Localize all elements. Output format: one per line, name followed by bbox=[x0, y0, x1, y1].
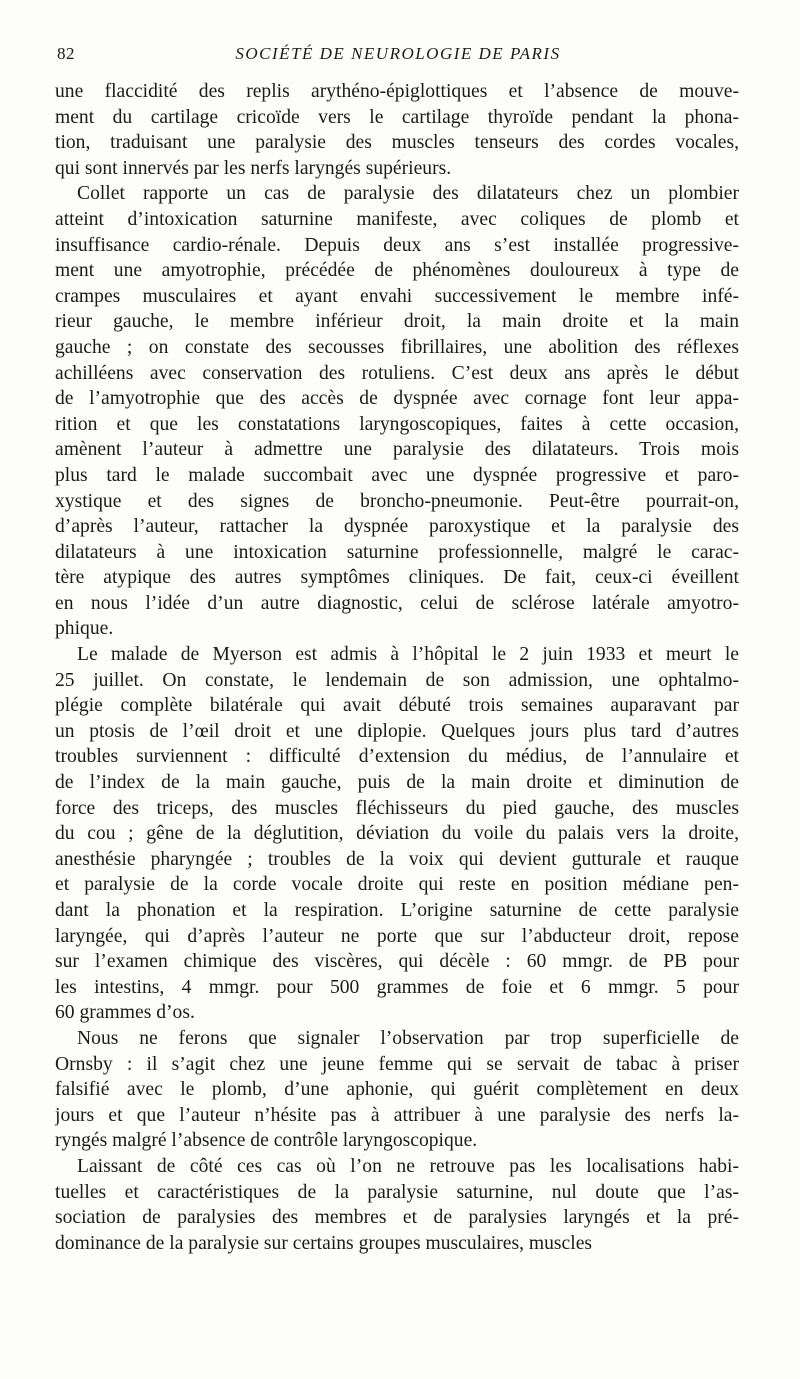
running-title: SOCIÉTÉ DE NEUROLOGIE DE PARIS bbox=[235, 44, 561, 63]
text-line: gauche ; on constate des secousses fibrillaires, une abolition des réflexes bbox=[55, 336, 739, 358]
text-line: Nous ne ferons que signaler l’observation par trop superficielle de bbox=[77, 1027, 739, 1049]
text-line: amènent l’auteur à admettre une paralysie des dilatateurs. Trois mois bbox=[55, 439, 739, 461]
text-line: xystique et des signes de broncho-pneumonie. Peut-être pourrait-on, bbox=[55, 490, 739, 512]
text-line: Le malade de Myerson est admis à l’hôpital le 2 juin 1933 et meurt le bbox=[77, 644, 739, 666]
text-line: jours et que l’auteur n’hésite pas à attribuer à une paralysie des nerfs la- bbox=[55, 1104, 739, 1126]
text-line: tion, traduisant une paralysie des muscles tenseurs des cordes vocales, bbox=[55, 132, 739, 154]
text-line: sur l’examen chimique des viscères, qui décèle : 60 mmgr. de PB pour bbox=[55, 951, 739, 973]
text-line: laryngée, qui d’après l’auteur ne porte que sur l’abducteur droit, repose bbox=[55, 925, 739, 947]
text-line: dant la phonation et la respiration. L’origine saturnine de cette paralysie bbox=[55, 900, 739, 921]
text-line: de l’amyotrophie que des accès de dyspnée avec cornage font leur appa- bbox=[55, 388, 739, 410]
text-line: un ptosis de l’œil droit et une diplopie. Quelques jours plus tard d’autres bbox=[55, 720, 739, 742]
text-line: sociation de paralysies des membres et de paralysies laryngés et la pré- bbox=[55, 1207, 739, 1229]
text-line: achilléens avec conservation des rotuliens. C’est deux ans après le début bbox=[55, 362, 739, 384]
text-line: insuffisance cardio-rénale. Depuis deux ans s’est installée progressive- bbox=[55, 234, 739, 256]
paragraph bbox=[55, 1026, 739, 1154]
text-line: qui sont innervés par les nerfs laryngés supérieurs. bbox=[55, 157, 452, 179]
paragraph bbox=[55, 79, 739, 181]
paragraph bbox=[55, 1154, 739, 1256]
text-line: plus tard le malade succombait avec une dyspnée progressive et paro- bbox=[55, 464, 739, 486]
text-line: Ornsby : il s’agit chez une jeune femme qui se servait de tabac à priser bbox=[55, 1053, 739, 1075]
text-line: falsifié avec le plomb, d’une aphonie, qui guérit complètement en deux bbox=[55, 1079, 739, 1101]
text-line: ryngés malgré l’absence de contrôle laryngoscopique. bbox=[55, 1130, 478, 1152]
text-line: ment du cartilage cricoïde vers le cartilage thyroïde pendant la phona- bbox=[55, 106, 739, 128]
text-line: Collet rapporte un cas de paralysie des dilatateurs chez un plombier bbox=[77, 183, 739, 205]
text-line: 25 juillet. On constate, le lendemain de son admission, une ophtalmo- bbox=[55, 669, 739, 691]
text-line: tuelles et caractéristiques de la paralysie saturnine, nul doute que l’as- bbox=[55, 1181, 739, 1203]
text-line: du cou ; gêne de la déglutition, déviation du voile du palais vers la droite, bbox=[55, 823, 739, 845]
text-line: tère atypique des autres symptômes cliniques. De fait, ceux-ci éveillent bbox=[55, 567, 739, 589]
text-line: rieur gauche, le membre inférieur droit, la main droite et la main bbox=[55, 311, 739, 333]
text-line: troubles surviennent : difficulté d’extension du médius, de l’annulaire et bbox=[55, 746, 739, 768]
text-line: anesthésie pharyngée ; troubles de la voix qui devient gutturale et rauque bbox=[55, 848, 739, 870]
text-line: force des triceps, des muscles fléchisseurs du pied gauche, des muscles bbox=[55, 797, 739, 819]
text-line: plégie complète bilatérale qui avait débuté trois semaines auparavant par bbox=[55, 695, 739, 717]
page-number: 82 bbox=[57, 44, 75, 63]
body-text bbox=[55, 79, 739, 1256]
text-line: en nous l’idée d’un autre diagnostic, celui de sclérose latérale amyotro- bbox=[55, 592, 739, 614]
text-line: 60 grammes d’os. bbox=[55, 1002, 195, 1024]
text-line: atteint d’intoxication saturnine manifeste, avec coliques de plomb et bbox=[55, 208, 739, 230]
text-line: de l’index de la main gauche, puis de la main droite et diminution de bbox=[55, 772, 739, 794]
text-line: et paralysie de la corde vocale droite qui reste en position médiane pen- bbox=[55, 874, 739, 896]
paragraph bbox=[55, 181, 739, 642]
text-line: phique. bbox=[55, 618, 114, 640]
text-line: rition et que les constatations laryngoscopiques, faites à cette occasion, bbox=[55, 413, 739, 435]
text-line: crampes musculaires et ayant envahi successivement le membre infé- bbox=[55, 285, 739, 307]
paragraph bbox=[55, 642, 739, 1026]
text-line: les intestins, 4 mmgr. pour 500 grammes de foie et 6 mmgr. 5 pour bbox=[55, 976, 739, 998]
text-line: dominance de la paralysie sur certains groupes musculaires, muscles bbox=[55, 1232, 593, 1254]
text-line: ment une amyotrophie, précédée de phénomènes douloureux à type de bbox=[55, 260, 739, 282]
text-line: d’après l’auteur, rattacher la dyspnée paroxystique et la paralysie des bbox=[55, 516, 739, 538]
page-header bbox=[57, 44, 739, 68]
text-line: dilatateurs à une intoxication saturnine professionnelle, malgré le carac- bbox=[55, 541, 739, 563]
text-line: une flaccidité des replis arythéno-épiglottiques et l’absence de mouve- bbox=[55, 81, 739, 102]
text-line: Laissant de côté ces cas où l’on ne retrouve pas les localisations habi- bbox=[77, 1155, 739, 1177]
